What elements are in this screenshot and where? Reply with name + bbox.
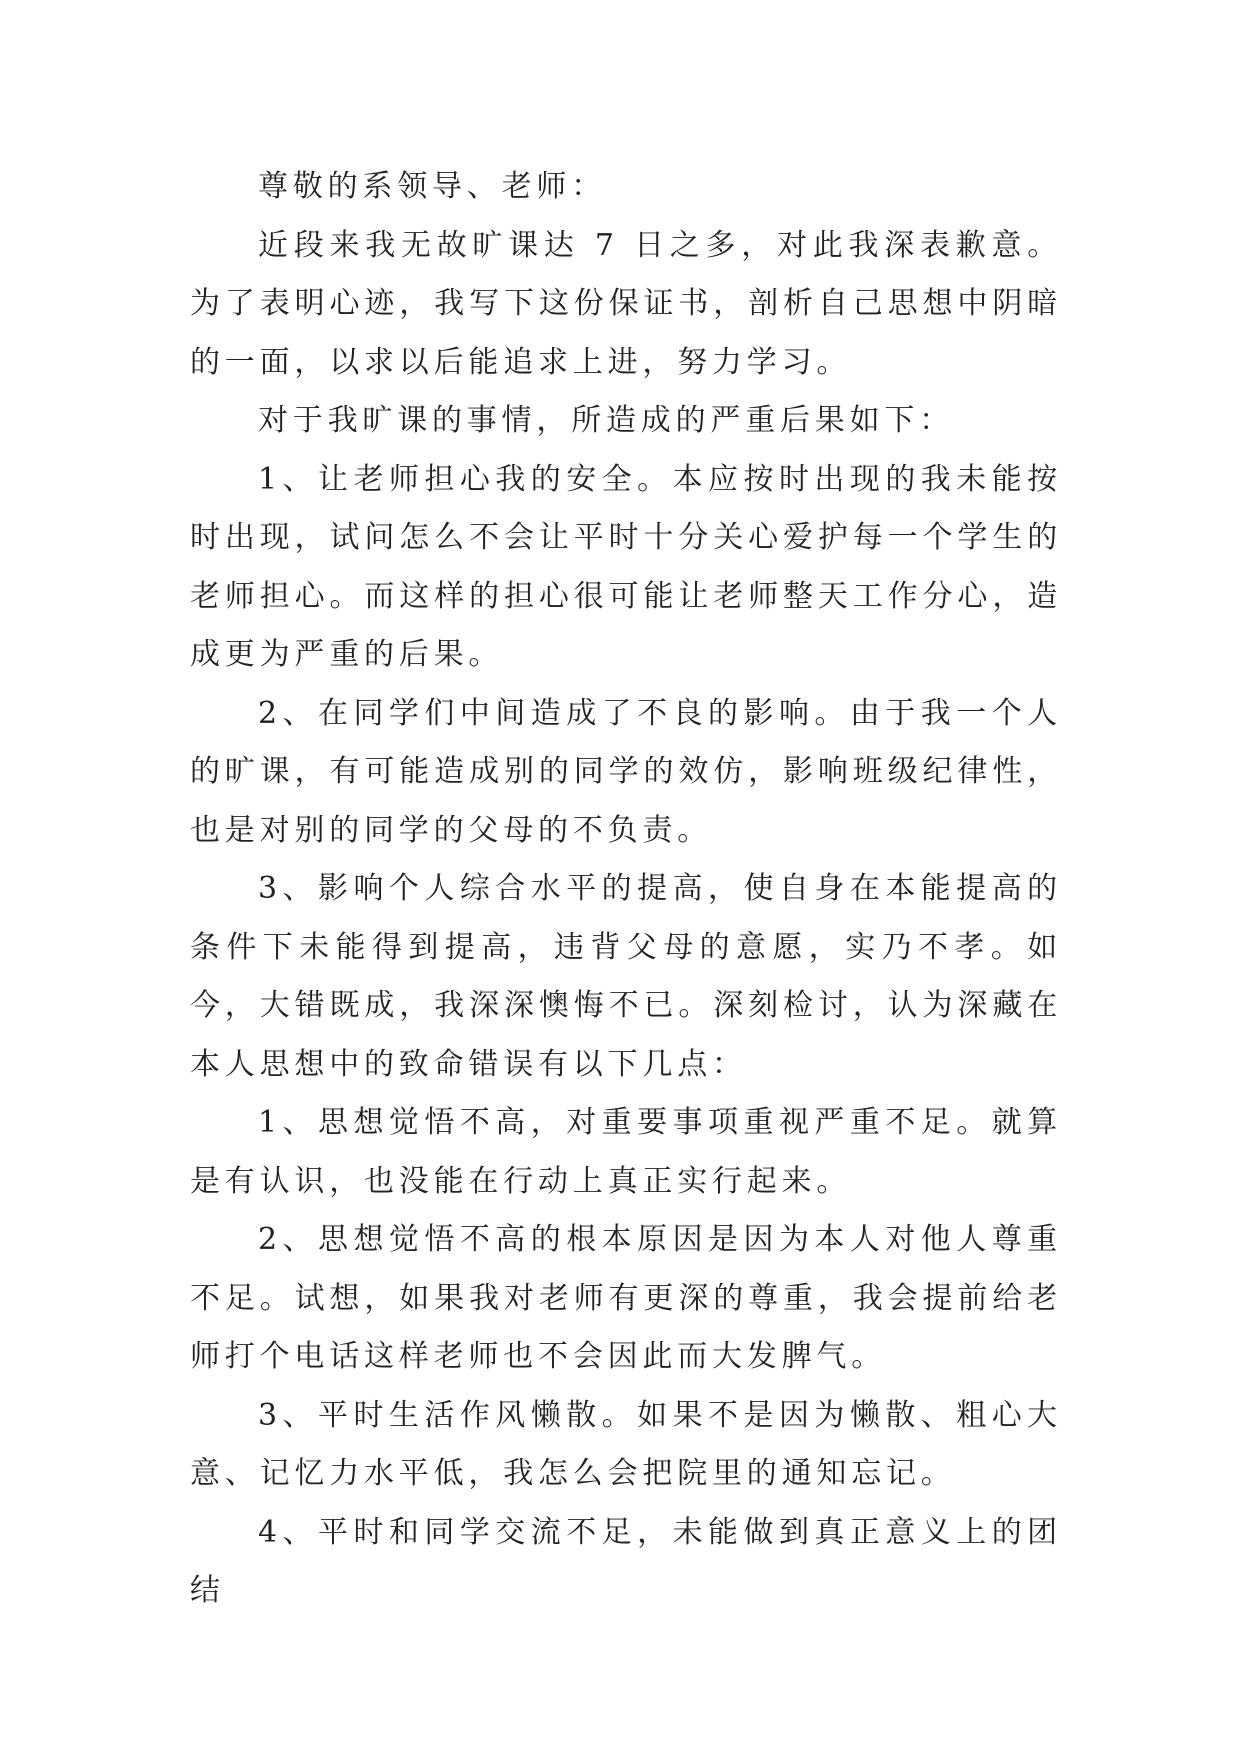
paragraph: 2、在同学们中间造成了不良的影响。由于我一个人的旷课，有可能造成别的同学的效仿，影响班级纪律性，也是对别的同学的父母的不负责。 bbox=[190, 695, 1062, 848]
paragraph: 对于我旷课的事情，所造成的严重后果如下： bbox=[258, 403, 954, 438]
paragraph: 2、思想觉悟不高的根本原因是因为本人对他人尊重不足。试想，如果我对老师有更深的尊重，我会提前给老师打个电话这样老师也不会因此而大发脾气。 bbox=[190, 1222, 1062, 1374]
paragraph: 1、思想觉悟不高，对重要事项重视严重不足。就算是有认识，也没能在行动上真正实行起来。 bbox=[190, 1105, 1062, 1199]
paragraph: 4、平时和同学交流不足，未能做到真正意义上的团结 bbox=[190, 1514, 1062, 1608]
document-body bbox=[190, 158, 1062, 1621]
paragraph: 3、影响个人综合水平的提高，使自身在本能提高的条件下未能得到提高，违背父母的意愿，实乃不孝。如今，大错既成，我深深懊悔不已。深刻检讨，认为深藏在本人思想中的致命错误有以下几点： bbox=[190, 871, 1062, 1082]
salutation: 尊敬的系领导、老师： bbox=[258, 169, 606, 204]
paragraph: 近段来我无故旷课达 7 日之多，对此我深表歉意。为了表明心迹，我写下这份保证书，剖析自己思想中阴暗的一面，以求以后能追求上进，努力学习。 bbox=[190, 227, 1062, 380]
paragraph: 3、平时生活作风懒散。如果不是因为懒散、粗心大意、记忆力水平低，我怎么会把院里的通知忘记。 bbox=[190, 1397, 1062, 1491]
paragraph: 1、让老师担心我的安全。本应按时出现的我未能按时出现，试问怎么不会让平时十分关心爱护每一个学生的老师担心。而这样的担心很可能让老师整天工作分心，造成更为严重的后果。 bbox=[190, 461, 1062, 672]
